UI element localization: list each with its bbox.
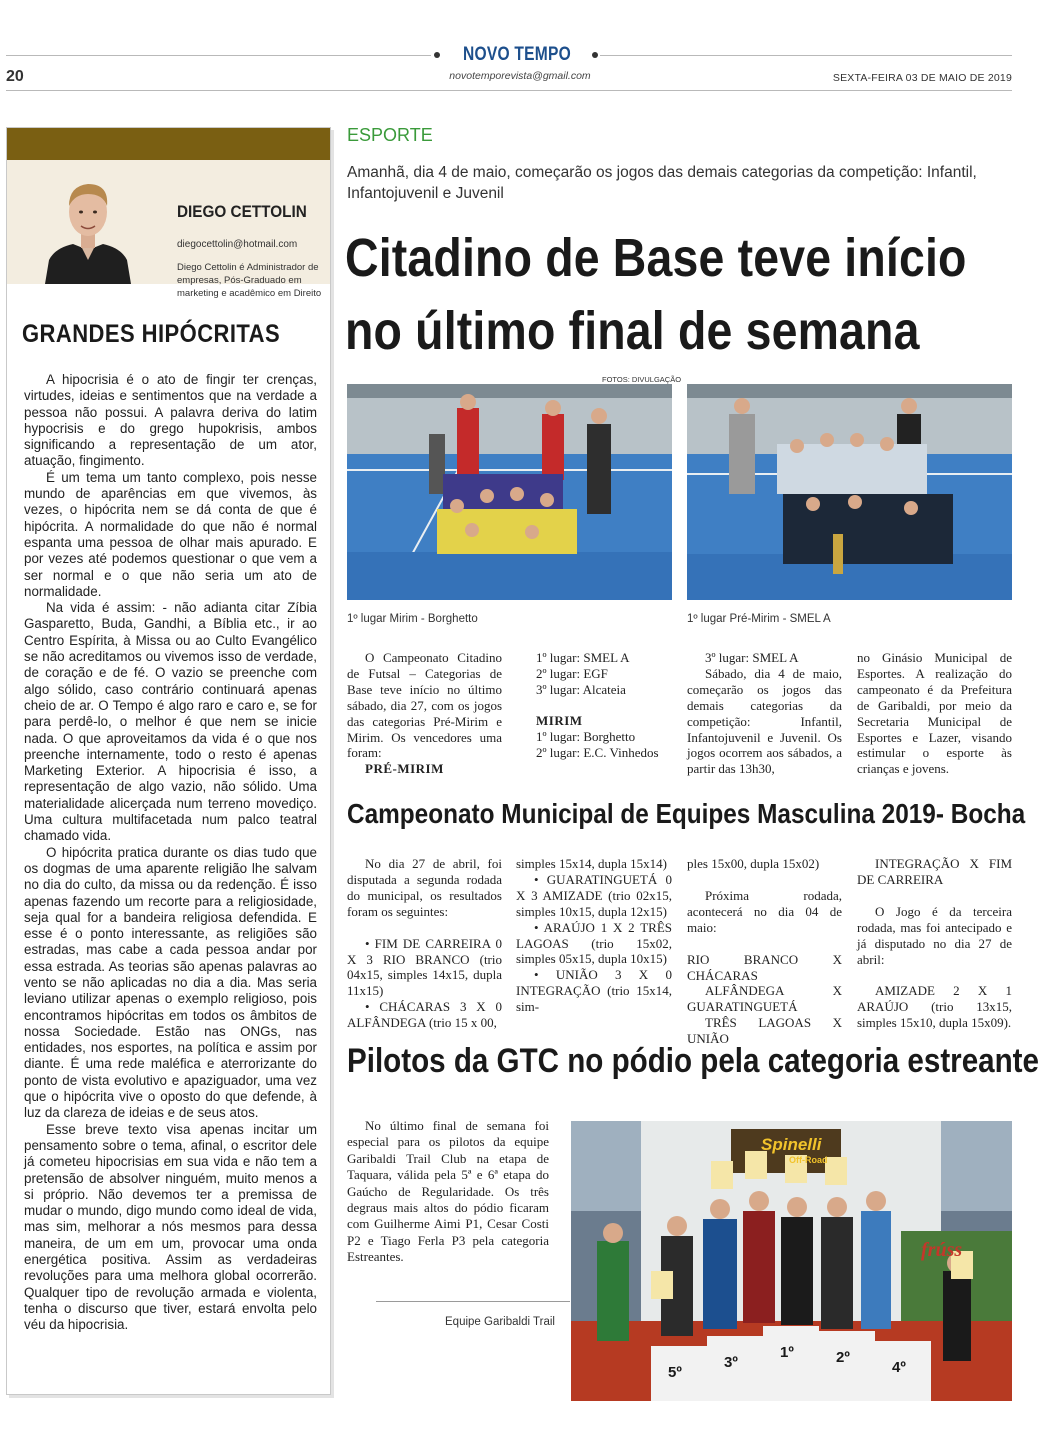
sponsor-banner-text: Spinelli <box>761 1135 822 1154</box>
article1-col2 <box>536 650 686 760</box>
opinion-column <box>6 127 331 1395</box>
result-line: 1º lugar: Borghetto <box>536 728 636 744</box>
match-result: AMIZADE 2 X 1 ARAÚJO (trio 13x15, simples 15x10, dupla 15x09). <box>857 983 1012 1031</box>
sponsor-banner-subtext: Off-Road <box>789 1155 828 1165</box>
bocha-headline: Campeonato Municipal de Equipes Masculina 2019- Bocha <box>347 798 1026 829</box>
article-kicker: Amanhã, dia 4 de maio, começarão os jogos das demais categorias da competição: Infantil, Infantojuvenil e Juvenil <box>347 164 977 202</box>
category-heading: PRÉ-MIRIM <box>365 761 444 777</box>
match-result: • CHÁCARAS 3 X 0 ALFÂNDEGA (trio 15 x 00, <box>347 999 502 1031</box>
header-rule-right <box>600 55 1012 56</box>
next-match: INTEGRAÇÃO X FIM DE CARREIRA <box>857 856 1012 887</box>
author-photo <box>43 168 133 284</box>
header-rule-left <box>6 55 431 56</box>
header-dot-left <box>434 52 440 58</box>
header-dot-right <box>592 52 598 58</box>
article-text: no Ginásio Municipal de Esportes. A realização do campeonato é da Prefeitura de Garibaldi, por meio da Secretaria Municipal de Esportes e Lazer, visando estimular o esporte às crianças e jovens. <box>857 650 1012 777</box>
article-text: Sábado, dia 4 de maio, começarão os jogos das demais categorias da competição: Infantil, Infantojuvenil e Juvenil. Os jogos ocorrem aos sábados, a partir das 13h30, <box>687 665 842 777</box>
author-profile <box>7 160 330 299</box>
result-line: 2º lugar: EGF <box>536 665 608 681</box>
article-headline <box>345 222 967 368</box>
article-text: O Jogo é da terceira rodada, mas foi antecipado e já disputado no dia 27 de abril: <box>857 903 1012 967</box>
page-number: 20 <box>6 68 24 85</box>
photo-caption: 1º lugar Mirim - Borghetto <box>347 613 478 625</box>
article1-col3 <box>687 650 842 777</box>
gtc-headline: Pilotos da GTC no pódio pela categoria estreante <box>347 1042 1039 1080</box>
article-text: Próxima rodada, acontecerá no dia 04 de maio: <box>687 887 842 935</box>
column-body <box>24 372 317 1334</box>
column-paragraph: O hipócrita pratica durante os dias tudo que os dogmas de uma aparente religião lhe salvam no dia do culto, da missa ou da redenção. É isso apenas fazendo um recorte para a religiosidade, seja qual for a bandeira religiosa defendida. E esse é o ponto interessante, as religiões são estradas, mas cabe a cada pessoa andar por essa estrada. As teorias são apenas palavras ao vento se não aplicadas no dia a dia. Mas seria leviano utilizar apenas o exemplo religioso, pois encontramos hipócritas em todos os âmbitos de nossa Sociedade. Estão nas ONGs, nas entidades, nos esportes, na política e assim por diante. É uma rede maléfica e aterrorizante do ponto de vista evolutivo e apaziguador, uma vez que o hipócrita vive o oposto do que defende, à luz da clareza de ideias e de seus atos. <box>24 844 317 1121</box>
result-line: 3º lugar: SMEL A <box>705 650 799 665</box>
podium-step-label: 3º <box>724 1354 738 1371</box>
column-paragraph: A hipocrisia é o ato de fingir ter crenças, virtudes, ideias e sentimentos que na verdade a pessoa não possui. A palavra deriva do latim hypocrisis e do grego hupokrisis, ambos significando a representação de um ator, atuação, fingimento. <box>24 372 317 469</box>
photo-credit: FOTOS: DIVULGAÇÃO <box>602 375 682 384</box>
column-title: GRANDES HIPÓCRITAS <box>22 320 281 348</box>
article-text: No dia 27 de abril, foi disputada a segunda rodada do municipal, os resultados foram os seguintes: <box>347 856 502 919</box>
match-result: ples 15x00, dupla 15x02) <box>687 856 820 871</box>
publication-date: SEXTA-FEIRA 03 DE MAIO DE 2019 <box>832 72 1012 84</box>
article2-col2 <box>516 856 672 1015</box>
result-line: 1º lugar: SMEL A <box>536 650 630 665</box>
header-rule-bottom <box>6 90 1012 91</box>
match-result: • UNIÃO 3 X 0 INTEGRAÇÃO (trio 15x14, sim- <box>516 967 672 1015</box>
podium-photo <box>571 1121 1012 1401</box>
section-label: ESPORTE <box>347 125 433 145</box>
article2-col4 <box>857 856 1012 1031</box>
next-match: ALFÂNDEGA X GUARATINGUETÁ <box>687 983 842 1015</box>
article1-col4 <box>857 650 1012 777</box>
publication-name: NOVO TEMPO <box>462 44 572 65</box>
photo-caption: 1º lugar Pré-Mirim - SMEL A <box>687 613 831 625</box>
article2-col3 <box>687 856 842 1047</box>
podium-step-label: 4º <box>892 1359 906 1376</box>
column-paragraph: Na vida é assim: - não adianta citar Zíbia Gasparetto, Buda, Gandhi, a Bíblia etc., ir ao Centro Espírita, à Missa ou ao Culto Evangélico se não acreditamos ou vivemos isso de verdade, de coração e de fé. O vazio se preenche com algo sólido, caso contrário continuará apenas cheio de ar. O Tempo é algo raro e caro e, se for para perdê-lo, o melhor é que nem se inicie nada. O que aproveitamos da vida é o que nos preenche internamente, todo o resto é apenas Marketing Exterior. A hipocrisia é isso, a representação de algo vazio, não sólido. Uma materialidade alicerçada num terreno movediço. Uma cultura multifacetada num palco teatral chamado vida. <box>24 600 317 844</box>
match-result: • FIM DE CARREIRA 0 X 3 RIO BRANCO (trio 04x15, simples 14x15, dupla 11x15) <box>347 935 502 999</box>
podium-step-label: 5º <box>668 1364 682 1381</box>
article-text: O Campeonato Citadino de Futsal – Categorias de Base teve início no último sábado, dia 27, com os jogos das categorias Pré-Mirim e Mirim. Os vencedores uma foram: <box>347 650 502 761</box>
author-bio: Diego Cettolin é Administrador de empresas, Pós-Graduado em marketing e acadêmico em Direito <box>177 262 322 299</box>
article1-col1 <box>347 650 502 777</box>
article-text: No último final de semana foi especial para os pilotos da equipe Garibaldi Trail Club na etapa de Taquara, válida pela 5ª e 6ª etapa do Gaúcho de Regularidade. Os três degraus mais altos do pódio ficaram com Guilherme Aimi P1, Cesar Costi P2 e Tiago Ferla P3 pela categoria Estreantes. <box>347 1118 549 1265</box>
match-result: • ARAÚJO 1 X 2 TRÊS LAGOAS (trio 15x02, simples 05x15, dupla 10x15) <box>516 919 672 967</box>
author-email: diegocettolin@hotmail.com <box>177 239 298 250</box>
article2-col1 <box>347 856 502 1031</box>
publication-email: novotemporevista@gmail.com <box>449 70 591 82</box>
sponsor-sign-text: frúss <box>921 1239 963 1261</box>
column-paragraph: É um tema um tanto complexo, pois nesse mundo de aparências em que vivemos, às vezes, o hipócrita nem se dá conta de que é hipócrita. A normalidade do que não é normal espanta uma pessoa de olhar mais apurado. E por vezes até podemos questionar o que vem a ser normal e o que não seria um ato de normalidade. <box>24 469 317 599</box>
next-match: TRÊS LAGOAS X UNIÃO <box>687 1015 842 1047</box>
headline-line: no último final de semana <box>345 301 920 361</box>
article3-body <box>347 1118 549 1266</box>
caption-rule <box>376 1301 570 1302</box>
column-paragraph: Esse breve texto visa apenas incitar um pensamento sobre o tema, afinal, o escritor dele já cometeu hipocrisias em sua vida e não tem a pretensão de absolver ninguém, muito menos a si próprio. Não devemos ter a premissa de mudar o mundo, digo mundo como ideal de vida, mas sim, melhorar a nós mesmos para dessa maneira, de um em um, provocar uma onda energética positiva. Assim as verdadeiras revoluções para uma melhora global ocorrerão. Qualquer tipo de revolução armada e violenta, tenha o discurso que tiver, estará envolta pelo véu da hipocrisia. <box>24 1121 317 1333</box>
result-line: 2º lugar: E.C. Vinhedos <box>536 744 659 760</box>
result-line: 3º lugar: Alcateia <box>536 681 626 697</box>
author-name: DIEGO CETTOLIN <box>177 202 307 221</box>
team-photo-mirim <box>347 384 672 600</box>
category-heading: MIRIM <box>536 712 583 728</box>
next-match: RIO BRANCO X CHÁCARAS <box>687 951 842 983</box>
photo-caption: Equipe Garibaldi Trail <box>445 1316 555 1328</box>
podium-step-label: 2º <box>836 1349 850 1366</box>
team-photo-pre-mirim <box>687 384 1012 600</box>
podium-step-label: 1º <box>780 1344 794 1361</box>
match-result: • GUARATINGUETÁ 0 X 3 AMIZADE (trio 02x15, simples 10x15, dupla 12x15) <box>516 871 672 919</box>
headline-line: Citadino de Base teve início <box>345 228 967 288</box>
match-result: simples 15x14, dupla 15x14) <box>516 856 667 871</box>
column-header-bar <box>7 128 330 160</box>
